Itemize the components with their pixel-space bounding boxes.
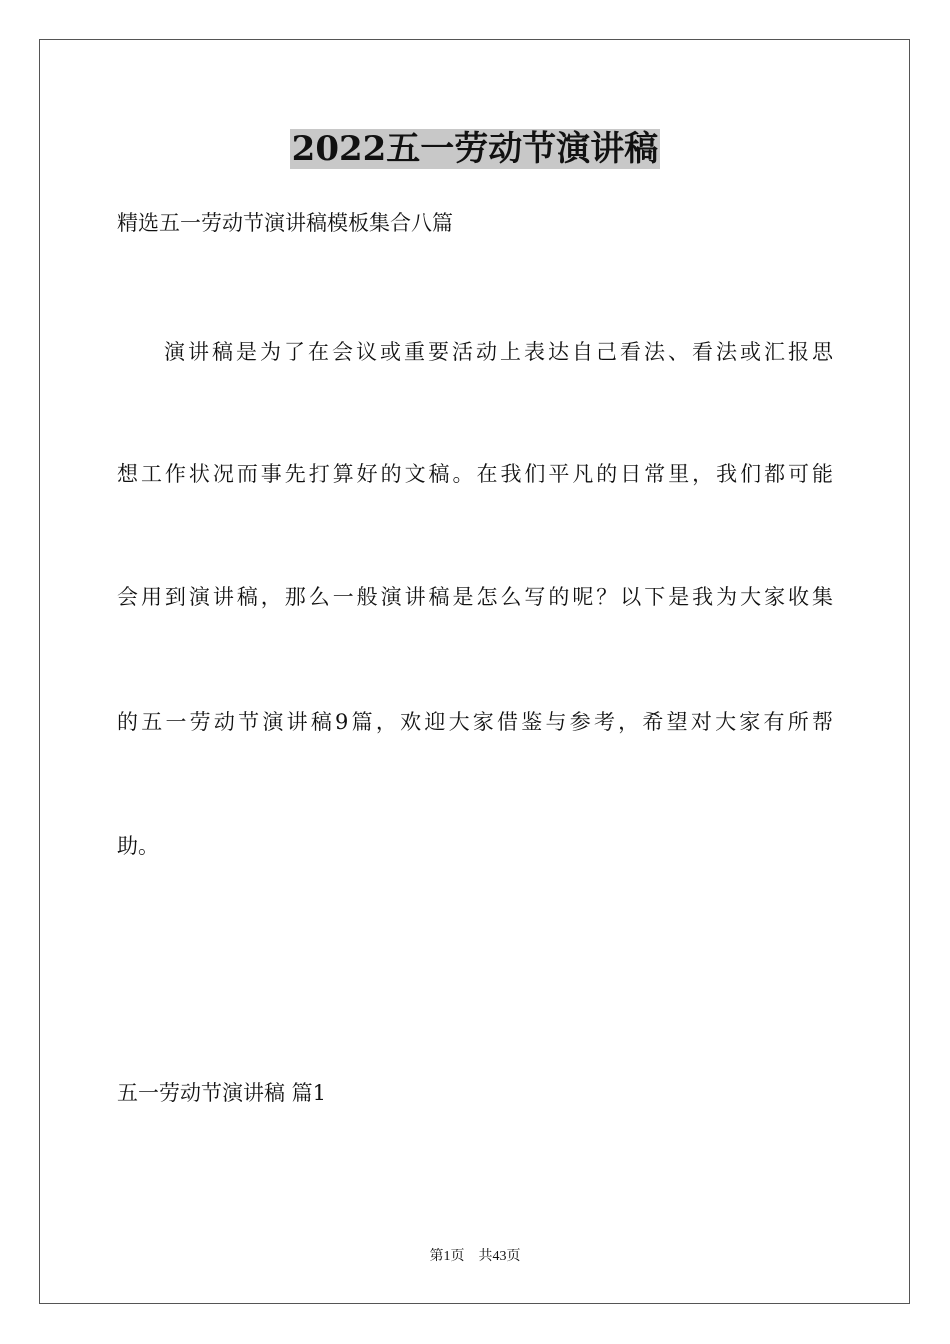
intro-line-3: 会用到演讲稿，那么一般演讲稿是怎么写的呢？以下是我为大家收集	[117, 585, 833, 609]
section-heading: 五一劳动节演讲稿 篇1	[117, 1081, 327, 1105]
page-number-total: 共43页	[478, 1249, 521, 1264]
intro-line-2: 想工作状况而事先打算好的文稿。在我们平凡的日常里，我们都可能	[117, 462, 833, 486]
document-title-text: 2022五一劳动节演讲稿	[291, 129, 659, 169]
document-title	[0, 126, 950, 172]
intro-line-4: 的五一劳动节演讲稿9篇，欢迎大家借鉴与参考，希望对大家有所帮	[117, 710, 833, 734]
document-subtitle: 精选五一劳动节演讲稿模板集合八篇	[117, 211, 453, 235]
page-number-current: 第1页	[429, 1249, 465, 1264]
intro-line-1: 演讲稿是为了在会议或重要活动上表达自己看法、看法或汇报思	[164, 340, 833, 364]
page-footer	[0, 1247, 950, 1267]
intro-line-5: 助。	[117, 834, 159, 858]
